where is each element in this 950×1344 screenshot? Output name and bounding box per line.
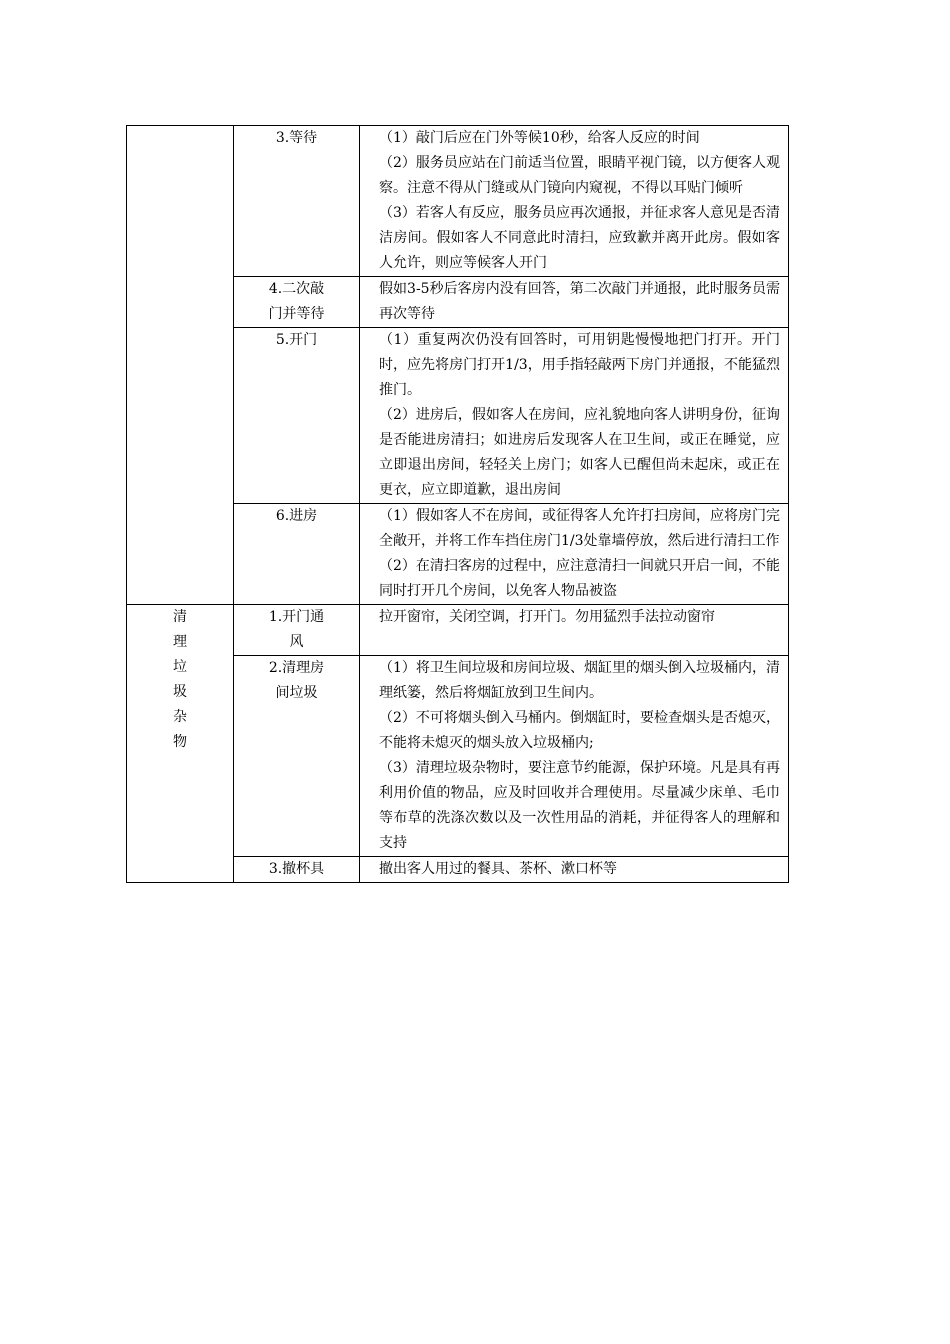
description-paragraph: （1）重复两次仍没有回答时，可用钥匙慢慢地把门打开。开门时，应先将房门打开1/3，用手指轻敲两下房门并通报，不能猛烈推门。 [379,332,780,398]
description-cell [360,504,789,605]
category-cell [127,605,234,883]
step-label: 3.撤杯具 [268,861,325,877]
step-cell [234,857,360,883]
description-paragraph: 拉开窗帘，关闭空调，打开门。勿用猛烈手法拉动窗帘 [379,609,715,625]
description-paragraph: （1）敲门后应在门外等候10秒，给客人反应的时间 [379,130,700,146]
description-paragraph: （2）进房后，假如客人在房间，应礼貌地向客人讲明身份，征询是否能进房清扫；如进房后发现客人在卫生间，或正在睡觉，应立即退出房间，轻轻关上房门；如客人已醒但尚未起床，或正在更衣，应立即道歉，退出房间 [379,407,780,498]
description-cell [360,328,789,504]
step-label: 4.二次敲门并等待 [268,281,325,322]
description-paragraph: （2）不可将烟头倒入马桶内。倒烟缸时，要检查烟头是否熄灭，不能将未熄灭的烟头放入垃圾桶内; [379,710,780,751]
description-cell [360,126,789,277]
description-paragraph: （3）清理垃圾杂物时，要注意节约能源，保护环境。凡是具有再利用价值的物品，应及时回收并合理使用。尽量减少床单、毛巾等布草的洗涤次数以及一次性用品的消耗，并征得客人的理解和支持 [379,760,780,851]
description-paragraph: 假如3-5秒后客房内没有回答，第二次敲门并通报，此时服务员需再次等待 [379,281,780,322]
description-cell [360,857,789,883]
step-label: 6.进房 [275,508,318,524]
description-cell [360,277,789,328]
category-label: 清理垃圾杂物 [173,609,187,750]
step-cell [234,277,360,328]
step-cell [234,126,360,277]
description-paragraph: （1）将卫生间垃圾和房间垃圾、烟缸里的烟头倒入垃圾桶内，清理纸篓，然后将烟缸放到卫生间内。 [379,660,780,701]
step-label: 2.清理房间垃圾 [268,660,325,701]
description-cell [360,656,789,857]
description-paragraph: 撤出客人用过的餐具、茶杯、漱口杯等 [379,861,617,877]
description-paragraph: （1）假如客人不在房间，或征得客人允许打扫房间，应将房门完全敞开，并将工作车挡住房门1/3处靠墙停放，然后进行清扫工作 [379,508,780,549]
step-cell [234,504,360,605]
description-paragraph: （2）服务员应站在门前适当位置，眼睛平视门镜，以方便客人观察。注意不得从门缝或从门镜向内窥视，不得以耳贴门倾听 [379,155,780,196]
description-paragraph: （3）若客人有反应，服务员应再次通报，并征求客人意见是否清洁房间。假如客人不同意此时清扫，应致歉并离开此房。假如客人允许，则应等候客人开门 [379,205,780,271]
table-row [127,605,789,656]
step-label: 1.开门通风 [268,609,325,650]
step-label: 3.等待 [275,130,318,146]
description-paragraph: （2）在清扫客房的过程中，应注意清扫一间就只开启一间，不能同时打开几个房间，以免客人物品被盗 [379,558,780,599]
procedure-table [126,125,789,883]
step-cell [234,328,360,504]
step-label: 5.开门 [275,332,318,348]
step-cell [234,656,360,857]
description-cell [360,605,789,656]
step-cell [234,605,360,656]
category-cell [127,126,234,605]
table-row [127,126,789,277]
